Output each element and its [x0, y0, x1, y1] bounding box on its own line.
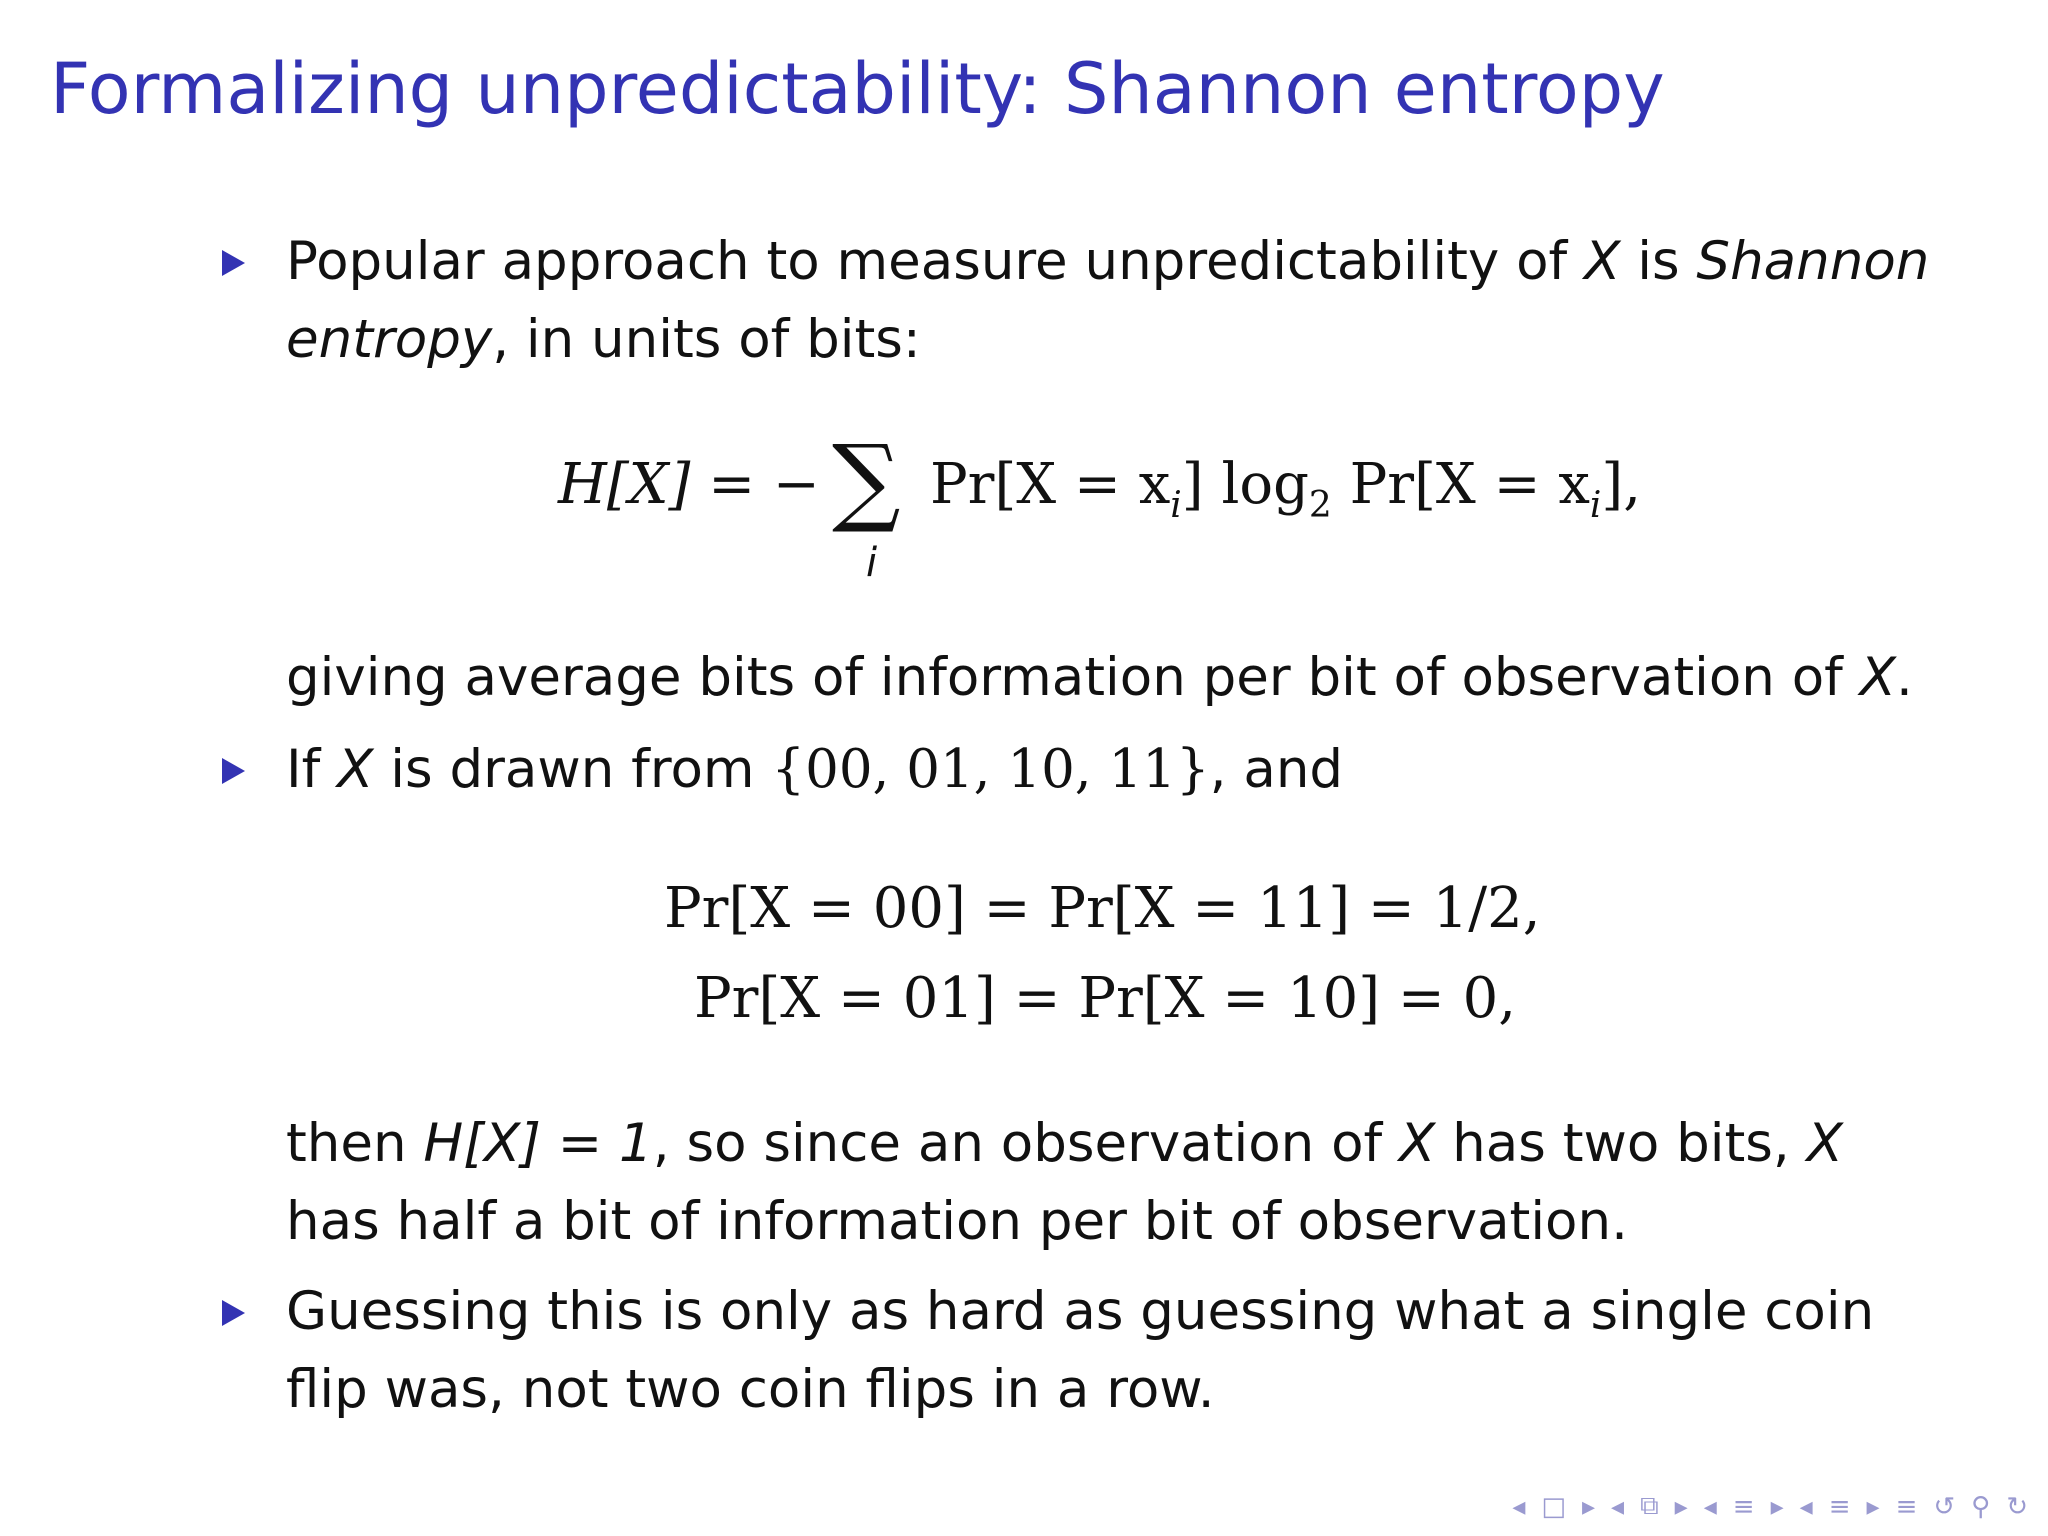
formula-part: ], [1601, 452, 1642, 517]
bullet1-text: , in units of bits: [492, 309, 921, 370]
nav-next-icon[interactable]: ▸ [1674, 1491, 1688, 1522]
align-icon[interactable]: ≡ [1895, 1491, 1918, 1522]
formula-lhs: H[X] = − [558, 452, 820, 517]
section-icon[interactable]: ≡ [1828, 1491, 1851, 1522]
bullet1-text: giving average bits of information per bit of observation of [286, 647, 1860, 708]
entropy-value: H[X] = 1 [423, 1113, 653, 1174]
bullet1-text: is [1620, 231, 1697, 292]
subsection-icon[interactable]: ⧉ [1640, 1491, 1659, 1521]
bullet-marker-3 [222, 1300, 245, 1326]
probability-eq-2: Pr[X = 01] = Pr[X = 10] = 0, [694, 966, 1517, 1031]
term-shannon: Shannon [1696, 231, 1930, 292]
bullet1-text: . [1895, 647, 1913, 708]
var-x: X [1806, 1113, 1843, 1174]
subscript-i: i [1170, 485, 1182, 526]
term-entropy: entropy [286, 309, 493, 370]
search-icon[interactable]: ⚲ [1971, 1491, 1991, 1522]
bullet3-line1: Guessing this is only as hard as guessing what a single coin [286, 1281, 1875, 1342]
sigma-index: i [866, 540, 878, 586]
bullet2-text: is drawn from [373, 739, 772, 800]
subscript-2: 2 [1308, 485, 1332, 526]
sigma-symbol: ∑ [832, 424, 901, 536]
formula-part: ] log [1181, 452, 1309, 517]
frame-icon[interactable]: □ [1541, 1491, 1566, 1522]
bullet2-line1 [286, 732, 1343, 808]
bullet1-line2 [286, 302, 921, 378]
bullet1-after [286, 640, 1913, 716]
bullet2-text: then [286, 1113, 424, 1174]
nav-next-icon[interactable]: ▸ [1866, 1491, 1880, 1522]
var-x: X [1399, 1113, 1436, 1174]
search-icon[interactable]: ↻ [2006, 1491, 2028, 1522]
subscript-i: i [1589, 485, 1602, 526]
nav-prev-icon[interactable]: ◂ [1512, 1491, 1526, 1522]
beamer-navigation [1512, 1491, 2028, 1522]
bullet2-text: If [286, 739, 338, 800]
value-set: {00, 01, 10, 11} [771, 739, 1210, 800]
bullet1-line1 [286, 224, 1929, 300]
section-icon[interactable]: ≡ [1732, 1491, 1755, 1522]
nav-prev-icon[interactable]: ◂ [1611, 1491, 1625, 1522]
var-x: X [1584, 231, 1621, 292]
bullet-marker-1 [222, 250, 245, 276]
nav-next-icon[interactable]: ▸ [1770, 1491, 1784, 1522]
bullet2-text: has two bits, [1435, 1113, 1807, 1174]
bullet2-then [286, 1106, 1843, 1182]
bullet3-line2: flip was, not two coin flips in a row. [286, 1359, 1215, 1420]
bullet2-text: , and [1209, 739, 1344, 800]
bullet2-line-last: has half a bit of information per bit of observation. [286, 1191, 1628, 1252]
var-x: X [337, 739, 374, 800]
var-x: X [1859, 647, 1896, 708]
slide-title: Formalizing unpredictability: Shannon entropy [50, 48, 1665, 130]
search-icon[interactable]: ↺ [1933, 1491, 1956, 1522]
formula-rhs [930, 452, 1642, 526]
probability-eq-1: Pr[X = 00] = Pr[X = 11] = 1/2, [664, 876, 1541, 941]
bullet-marker-2 [222, 758, 245, 784]
bullet1-text: Popular approach to measure unpredictability of [286, 231, 1585, 292]
nav-prev-icon[interactable]: ◂ [1703, 1491, 1717, 1522]
formula-part: Pr[X = x [1331, 452, 1590, 517]
nav-next-icon[interactable]: ▸ [1581, 1491, 1596, 1522]
nav-prev-icon[interactable]: ◂ [1799, 1491, 1813, 1522]
formula-part: Pr[X = x [930, 452, 1171, 517]
bullet2-text: , so since an observation of [652, 1113, 1400, 1174]
